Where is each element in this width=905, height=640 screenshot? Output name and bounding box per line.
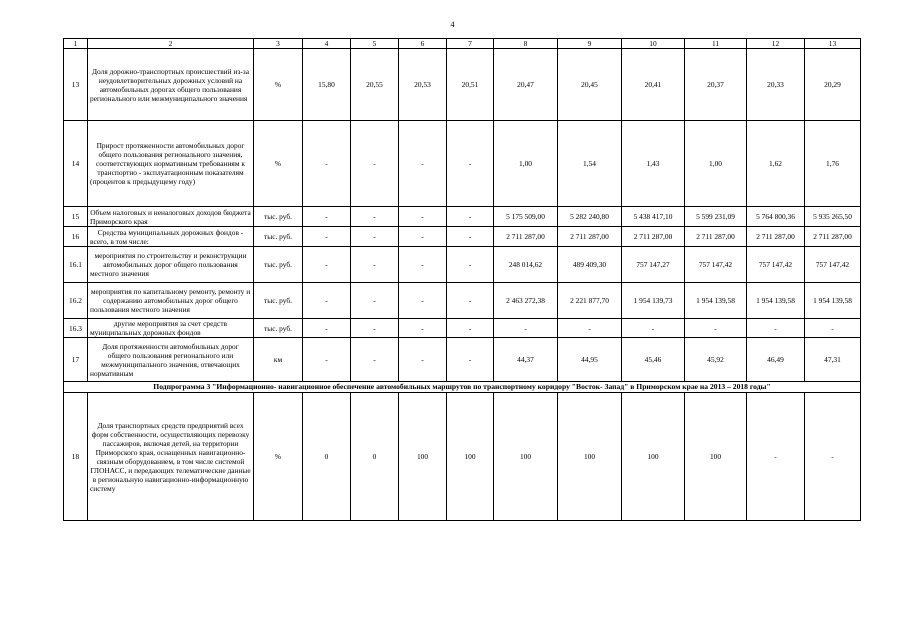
value-cell: 1,00 <box>494 121 558 207</box>
value-cell: - <box>805 319 861 338</box>
indicator-name: мероприятия по строительству и реконструкции автомобильных дорог общего пользования местного значения <box>88 247 254 283</box>
column-header: 1 <box>64 39 88 49</box>
value-cell: - <box>351 207 399 227</box>
value-cell: 757 147,42 <box>747 247 805 283</box>
column-header: 10 <box>622 39 685 49</box>
row-number: 16.1 <box>64 247 88 283</box>
value-cell: 20,29 <box>805 49 861 121</box>
value-cell: 1,00 <box>685 121 747 207</box>
value-cell: - <box>447 283 494 319</box>
value-cell: - <box>447 227 494 247</box>
unit-cell: тыс. руб. <box>254 283 303 319</box>
value-cell: 46,49 <box>747 338 805 382</box>
row-number: 18 <box>64 393 88 521</box>
value-cell: 20,47 <box>494 49 558 121</box>
row-number: 17 <box>64 338 88 382</box>
value-cell: 45,92 <box>685 338 747 382</box>
value-cell: 44,37 <box>494 338 558 382</box>
value-cell: 5 175 509,00 <box>494 207 558 227</box>
value-cell: 100 <box>494 393 558 521</box>
value-cell: - <box>303 227 351 247</box>
value-cell: 5 764 800,36 <box>747 207 805 227</box>
value-cell: 2 711 287,00 <box>747 227 805 247</box>
value-cell: 20,53 <box>399 49 447 121</box>
indicator-name: Доля дорожно-транспортных происшествий из-за неудовлетворительных дорожных условий на автомобильных дорогах общего пользования регионального или межмуниципального значения <box>88 49 254 121</box>
value-cell: 2 711 287,00 <box>558 227 622 247</box>
value-cell: 1,54 <box>558 121 622 207</box>
value-cell: - <box>351 227 399 247</box>
value-cell: - <box>685 319 747 338</box>
value-cell: 5 438 417,10 <box>622 207 685 227</box>
value-cell: 2 711 287,00 <box>622 227 685 247</box>
subprogram-row <box>64 382 861 393</box>
value-cell: - <box>351 319 399 338</box>
value-cell: 2 711 287,00 <box>685 227 747 247</box>
value-cell: - <box>303 207 351 227</box>
subprogram-title: Подпрограмма 3 "Информационно- навигационное обеспечение автомобильных маршрутов по транспортному коридору "Восток- Запад" в Приморском крае на 2013 – 2018 годы" <box>64 382 861 393</box>
value-cell: - <box>303 247 351 283</box>
value-cell: 2 463 272,38 <box>494 283 558 319</box>
value-cell: - <box>558 319 622 338</box>
unit-cell: % <box>254 393 303 521</box>
value-cell: 100 <box>622 393 685 521</box>
value-cell: - <box>447 121 494 207</box>
table-row <box>64 121 861 207</box>
value-cell: 45,46 <box>622 338 685 382</box>
value-cell: 1,62 <box>747 121 805 207</box>
row-number: 14 <box>64 121 88 207</box>
value-cell: - <box>494 319 558 338</box>
value-cell: - <box>747 319 805 338</box>
column-header: 8 <box>494 39 558 49</box>
value-cell: 20,37 <box>685 49 747 121</box>
value-cell: 2 221 877,70 <box>558 283 622 319</box>
value-cell: 0 <box>351 393 399 521</box>
value-cell: - <box>399 207 447 227</box>
value-cell: - <box>399 283 447 319</box>
value-cell: 248 014,62 <box>494 247 558 283</box>
value-cell: 1,76 <box>805 121 861 207</box>
value-cell: 44,95 <box>558 338 622 382</box>
column-header: 12 <box>747 39 805 49</box>
value-cell: 489 409,30 <box>558 247 622 283</box>
unit-cell: тыс. руб. <box>254 207 303 227</box>
indicator-name: Прирост протяженности автомобильных дорог общего пользования регионального значения, соответствующих нормативным требованиям к транспортно - эксплуатационным показателям (процентов к предыдущему году) <box>88 121 254 207</box>
value-cell: 20,33 <box>747 49 805 121</box>
row-number: 16 <box>64 227 88 247</box>
value-cell: - <box>399 319 447 338</box>
indicator-rows <box>64 49 861 382</box>
unit-cell: % <box>254 121 303 207</box>
value-cell: 1 954 139,58 <box>747 283 805 319</box>
table-row <box>64 393 861 521</box>
value-cell: 5 935 265,50 <box>805 207 861 227</box>
value-cell: - <box>399 247 447 283</box>
column-number-row <box>64 39 861 49</box>
value-cell: 2 711 287,00 <box>805 227 861 247</box>
value-cell: 2 711 287,00 <box>494 227 558 247</box>
value-cell: 20,45 <box>558 49 622 121</box>
value-cell: 757 147,42 <box>685 247 747 283</box>
row-number: 16.3 <box>64 319 88 338</box>
row-number: 15 <box>64 207 88 227</box>
value-cell: - <box>303 338 351 382</box>
value-cell: - <box>303 319 351 338</box>
value-cell: - <box>303 121 351 207</box>
unit-cell: тыс. руб. <box>254 319 303 338</box>
value-cell: 20,51 <box>447 49 494 121</box>
column-header: 9 <box>558 39 622 49</box>
value-cell: 100 <box>399 393 447 521</box>
indicator-name: Объем налоговых и неналоговых доходов бюджета Приморского края <box>88 207 254 227</box>
value-cell: 5 599 231,09 <box>685 207 747 227</box>
value-cell: - <box>399 121 447 207</box>
column-header: 6 <box>399 39 447 49</box>
table-row <box>64 247 861 283</box>
value-cell: - <box>447 247 494 283</box>
value-cell: 1 954 139,73 <box>622 283 685 319</box>
value-cell: - <box>399 338 447 382</box>
table-row <box>64 227 861 247</box>
unit-cell: км <box>254 338 303 382</box>
page-number: 4 <box>450 20 455 29</box>
table-row <box>64 319 861 338</box>
value-cell: - <box>805 393 861 521</box>
indicator-name: мероприятия по капитальному ремонту, ремонту и содержанию автомобильных дорог общего пользования местного значения <box>88 283 254 319</box>
value-cell: 20,55 <box>351 49 399 121</box>
table-row <box>64 49 861 121</box>
column-header: 3 <box>254 39 303 49</box>
value-cell: - <box>447 338 494 382</box>
value-cell: 100 <box>685 393 747 521</box>
indicator-name: Доля протяженности автомобильных дорог общего пользования регионального или межмуниципального значения, отвечающих нормативным <box>88 338 254 382</box>
value-cell: - <box>447 319 494 338</box>
value-cell: - <box>399 227 447 247</box>
table-row <box>64 207 861 227</box>
column-header: 4 <box>303 39 351 49</box>
value-cell: 757 147,42 <box>805 247 861 283</box>
value-cell: - <box>303 283 351 319</box>
value-cell: 757 147,27 <box>622 247 685 283</box>
indicator-name: Средства муниципальных дорожных фондов - всего, в том числе: <box>88 227 254 247</box>
column-header: 13 <box>805 39 861 49</box>
value-cell: 100 <box>558 393 622 521</box>
indicators-table <box>63 38 861 521</box>
row-number: 13 <box>64 49 88 121</box>
value-cell: - <box>351 338 399 382</box>
table-row <box>64 283 861 319</box>
value-cell: 15,80 <box>303 49 351 121</box>
value-cell: - <box>351 121 399 207</box>
value-cell: 47,31 <box>805 338 861 382</box>
value-cell: - <box>447 207 494 227</box>
column-header: 5 <box>351 39 399 49</box>
value-cell: 0 <box>303 393 351 521</box>
value-cell: 1,43 <box>622 121 685 207</box>
value-cell: 100 <box>447 393 494 521</box>
unit-cell: тыс. руб. <box>254 227 303 247</box>
column-header: 7 <box>447 39 494 49</box>
indicator-name: Доля транспортных средств предприятий всех форм собственности, осуществляющих перевозку пассажиров, включая детей, на территории Приморского края, оснащенных навигационно-связным оборудованием, в том числе системой ГЛОНАСС, и передающих телематические данные в региональную навигационно-информационную систему <box>88 393 254 521</box>
column-header: 11 <box>685 39 747 49</box>
value-cell: - <box>351 283 399 319</box>
table-row <box>64 338 861 382</box>
value-cell: 1 954 139,58 <box>685 283 747 319</box>
value-cell: 5 282 240,80 <box>558 207 622 227</box>
value-cell: - <box>622 319 685 338</box>
value-cell: - <box>747 393 805 521</box>
unit-cell: % <box>254 49 303 121</box>
value-cell: - <box>351 247 399 283</box>
row-number: 16.2 <box>64 283 88 319</box>
unit-cell: тыс. руб. <box>254 247 303 283</box>
indicator-name: другие мероприятия за счет средств муниципальных дорожных фондов <box>88 319 254 338</box>
column-header: 2 <box>88 39 254 49</box>
value-cell: 20,41 <box>622 49 685 121</box>
value-cell: 1 954 139,58 <box>805 283 861 319</box>
